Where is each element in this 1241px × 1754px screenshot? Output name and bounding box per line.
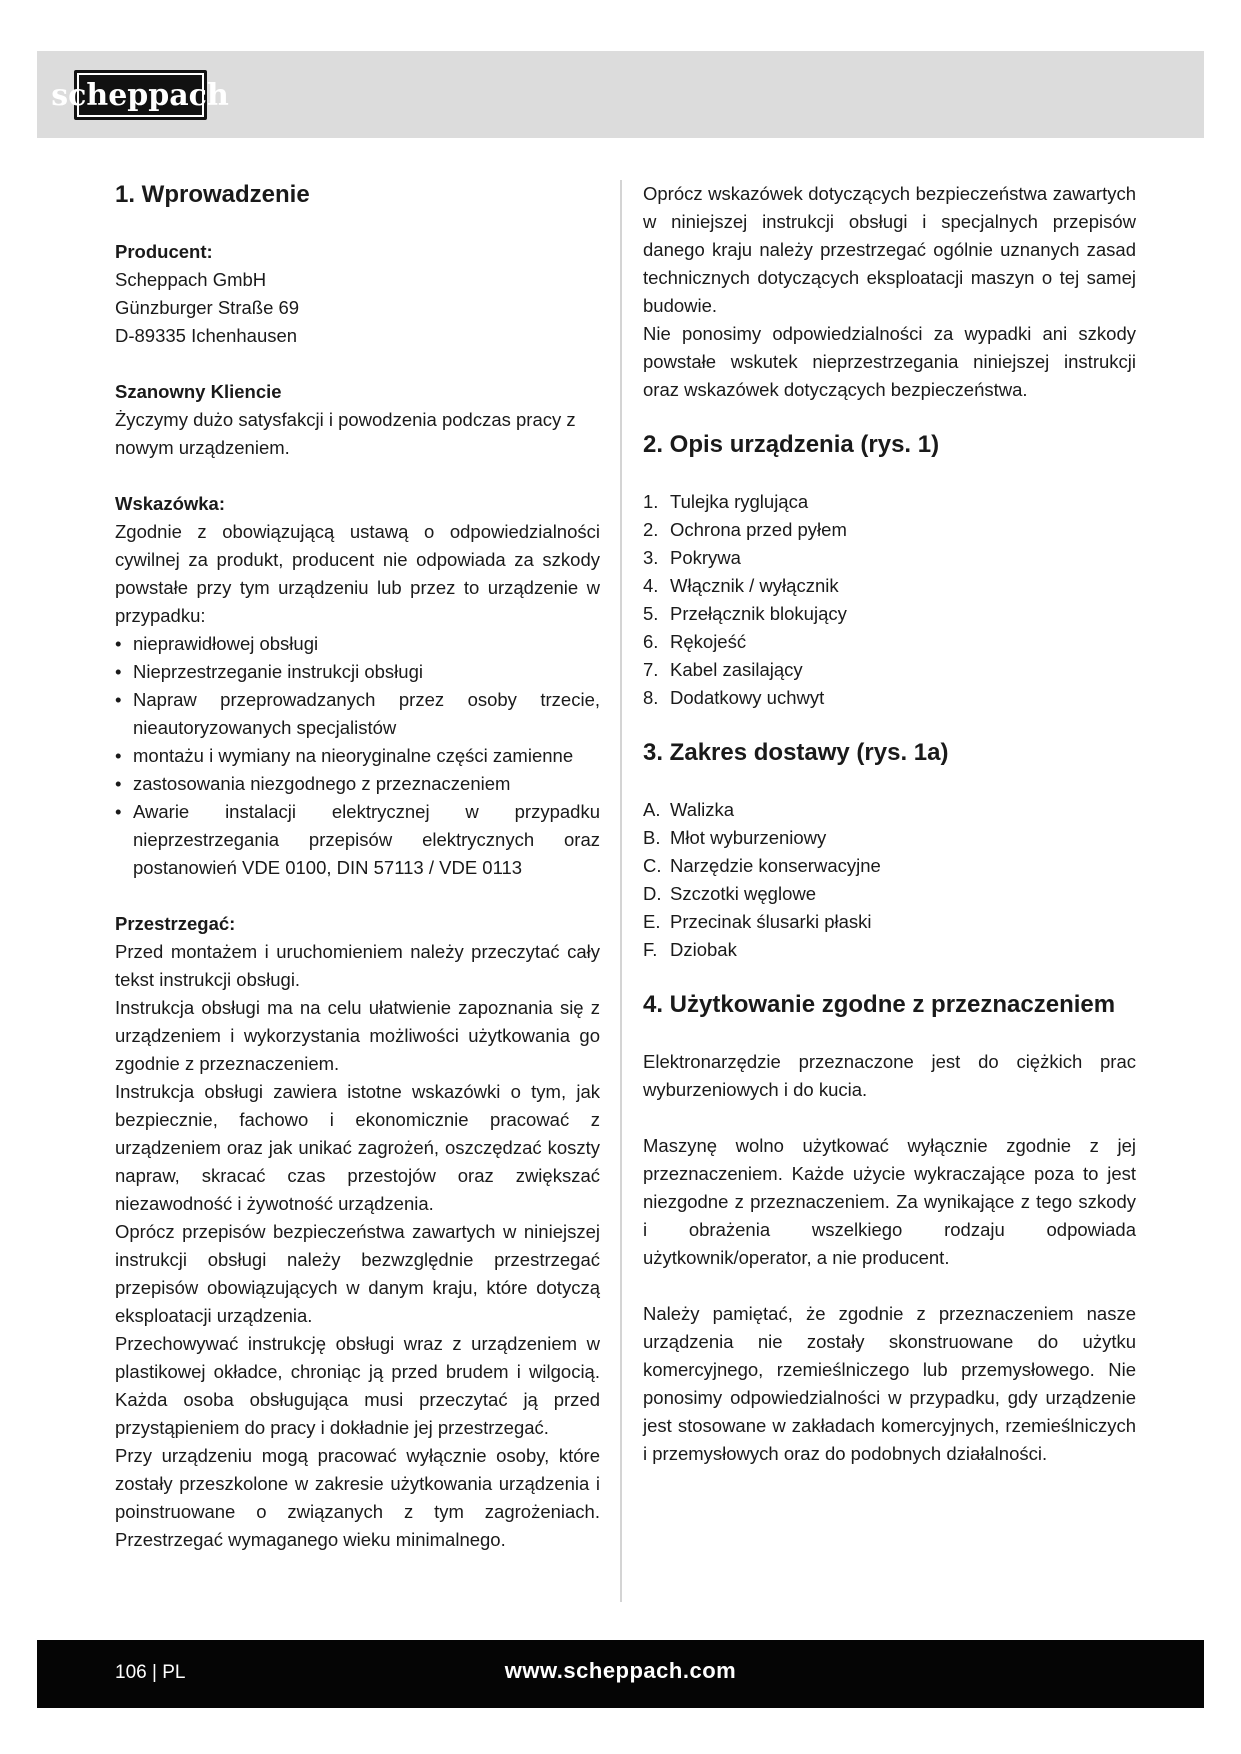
- list-item: [643, 488, 1136, 516]
- website-link[interactable]: www.scheppach.com: [504, 1658, 737, 1683]
- left-column: [115, 180, 600, 1554]
- intro-paragraph: Nie ponosimy odpowiedzialności za wypadki ani szkody powstałe wskutek nieprzestrzegania niniejszej instrukcji oraz wskazówek dotyczących bezpieczeństwa.: [643, 323, 1136, 400]
- customer-label: Szanowny Kliencie: [115, 381, 282, 402]
- observe-paragraph: Przed montażem i uruchomieniem należy przeczytać cały tekst instrukcji obsługi.: [115, 941, 600, 990]
- item-text: Dodatkowy uchwyt: [670, 687, 825, 708]
- item-text: Dziobak: [670, 939, 737, 960]
- usage-paragraph: Maszynę wolno użytkować wyłącznie zgodnie z jej przeznaczeniem. Każde użycie wykraczające poza to jest niezgodne z przeznaczeniem. Za wynikające z tego szkody i obrażenia wszelkiego rodzaju odpowiada użytkownik/operator, a nie producent.: [643, 1135, 1136, 1268]
- list-item: • nieprawidłowej obsługi: [115, 630, 600, 658]
- column-divider: [620, 180, 622, 1602]
- item-letter: F.: [643, 939, 658, 960]
- brand-logo: [51, 70, 229, 120]
- item-text: Włącznik / wyłącznik: [670, 575, 839, 596]
- producer-line: Scheppach GmbH: [115, 269, 267, 290]
- item-text: Tulejka ryglująca: [670, 491, 809, 512]
- producer-line: Günzburger Straße 69: [115, 297, 300, 318]
- item-letter: D.: [643, 883, 662, 904]
- delivery-scope-list: [643, 796, 1136, 964]
- list-item: [643, 936, 1136, 964]
- list-item: [643, 516, 1136, 544]
- item-text: Ochrona przed pyłem: [670, 519, 847, 540]
- item-letter: A.: [643, 799, 661, 820]
- item-number: 5.: [643, 603, 659, 624]
- list-item: [643, 600, 1136, 628]
- list-item: [643, 544, 1136, 572]
- list-item: [643, 684, 1136, 712]
- item-letter: E.: [643, 911, 661, 932]
- observe-label: Przestrzegać:: [115, 913, 236, 934]
- item-text: Rękojeść: [670, 631, 747, 652]
- item-number: 1.: [643, 491, 659, 512]
- list-item: [643, 656, 1136, 684]
- section-3-heading: 3. Zakres dostawy (rys. 1a): [643, 739, 949, 766]
- list-item: • Napraw przeprowadzanych przez osoby trzecie, nieautoryzowanych specjalistów: [115, 686, 600, 742]
- hint-text: Zgodnie z obowiązującą ustawą o odpowiedzialności cywilnej za produkt, producent nie odpowiada za szkody powstałe przy tym urządzeniu lub przez to urządzenie w przypadku:: [115, 521, 600, 626]
- observe-paragraph: Przy urządzeniu mogą pracować wyłącznie osoby, które zostały przeszkolone w zakresie użytkowania urządzenia i poinstruowane o związanych z tym zagrożeniach. Przestrzegać wymaganego wieku minimalnego.: [115, 1445, 600, 1550]
- item-letter: C.: [643, 855, 662, 876]
- observe-paragraph: Instrukcja obsługi ma na celu ułatwienie zapoznania się z urządzeniem i wykorzystania możliwości użytkowania go zgodnie z przeznaczeniem.: [115, 997, 600, 1074]
- list-item: [643, 908, 1136, 936]
- list-item: • zastosowania niezgodnego z przeznaczeniem: [115, 770, 600, 798]
- list-item: [643, 572, 1136, 600]
- page-header: [37, 51, 1204, 138]
- section-4-heading: 4. Użytkowanie zgodne z przeznaczeniem: [643, 991, 1116, 1018]
- page-number: 106 | PL: [115, 1662, 186, 1683]
- list-item: [643, 880, 1136, 908]
- usage-paragraph: Należy pamiętać, że zgodnie z przeznaczeniem nasze urządzenia nie zostały skonstruowane do użytku komercyjnego, rzemieślniczego lub przemysłowego. Nie ponosimy odpowiedzialności w przypadku, gdy urządzenie jest stosowane w zakładach komercyjnych, rzemieślniczych i przemysłowych oraz do podobnych działalności.: [643, 1303, 1136, 1464]
- right-column: [643, 180, 1136, 1468]
- item-number: 6.: [643, 631, 659, 652]
- item-letter: B.: [643, 827, 661, 848]
- usage-paragraph: Elektronarzędzie przeznaczone jest do ciężkich prac wyburzeniowych i do kucia.: [643, 1051, 1136, 1100]
- list-item: • Nieprzestrzeganie instrukcji obsługi: [115, 658, 600, 686]
- item-text: Szczotki węglowe: [670, 883, 817, 904]
- list-item: [643, 852, 1136, 880]
- logo-text: scheppach: [51, 78, 229, 113]
- item-text: Narzędzie konserwacyjne: [670, 855, 881, 876]
- page-footer: [37, 1640, 1204, 1708]
- observe-paragraph: Przechowywać instrukcję obsługi wraz z urządzeniem w plastikowej okładce, chroniąc ją przed brudem i wilgocią. Każda osoba obsługująca musi przeczytać ją przed przystąpieniem do pracy i dokładnie jej przestrzegać.: [115, 1333, 600, 1438]
- item-text: Walizka: [670, 799, 735, 820]
- producer-label: Producent:: [115, 241, 213, 262]
- producer-line: D-89335 Ichenhausen: [115, 325, 298, 346]
- intro-paragraph: Oprócz wskazówek dotyczących bezpieczeństwa zawartych w niniejszej instrukcji obsługi i specjalnych przepisów danego kraju należy przestrzegać ogólnie uznanych zasad technicznych dotyczących eksploatacji maszyn o tej samej budowie.: [643, 183, 1136, 316]
- customer-text: Życzymy dużo satysfakcji i powodzenia podczas pracy z nowym urządzeniem.: [115, 409, 576, 458]
- item-text: Kabel zasilający: [670, 659, 803, 680]
- item-number: 4.: [643, 575, 659, 596]
- list-item: • montażu i wymiany na nieoryginalne części zamienne: [115, 742, 600, 770]
- section-1-heading: 1. Wprowadzenie: [115, 181, 310, 208]
- list-item: • Awarie instalacji elektrycznej w przypadku nieprzestrzegania przepisów elektrycznych oraz postanowień VDE 0100, DIN 57113 / VDE 0113: [115, 798, 600, 882]
- list-item: [643, 628, 1136, 656]
- device-parts-list: [643, 488, 1136, 712]
- hint-label: Wskazówka:: [115, 493, 226, 514]
- hint-bullet-list: [115, 630, 600, 882]
- list-item: [643, 796, 1136, 824]
- item-text: Pokrywa: [670, 547, 741, 568]
- list-item: [643, 824, 1136, 852]
- item-number: 3.: [643, 547, 659, 568]
- item-number: 7.: [643, 659, 659, 680]
- item-text: Przecinak ślusarki płaski: [670, 911, 872, 932]
- item-number: 2.: [643, 519, 659, 540]
- item-number: 8.: [643, 687, 659, 708]
- item-text: Przełącznik blokujący: [670, 603, 847, 624]
- observe-paragraph: Oprócz przepisów bezpieczeństwa zawartych w niniejszej instrukcji obsługi należy bezwzględnie przestrzegać przepisów obowiązujących w danym kraju, które dotyczą eksploatacji urządzenia.: [115, 1221, 600, 1326]
- item-text: Młot wyburzeniowy: [670, 827, 827, 848]
- observe-paragraph: Instrukcja obsługi zawiera istotne wskazówki o tym, jak bezpiecznie, fachowo i ekonomicznie pracować z urządzeniem oraz jak unikać zagrożeń, oszczędzać koszty napraw, skracać czas przestojów oraz zwiększać niezawodność i żywotność urządzenia.: [115, 1081, 600, 1214]
- section-2-heading: 2. Opis urządzenia (rys. 1): [643, 431, 940, 458]
